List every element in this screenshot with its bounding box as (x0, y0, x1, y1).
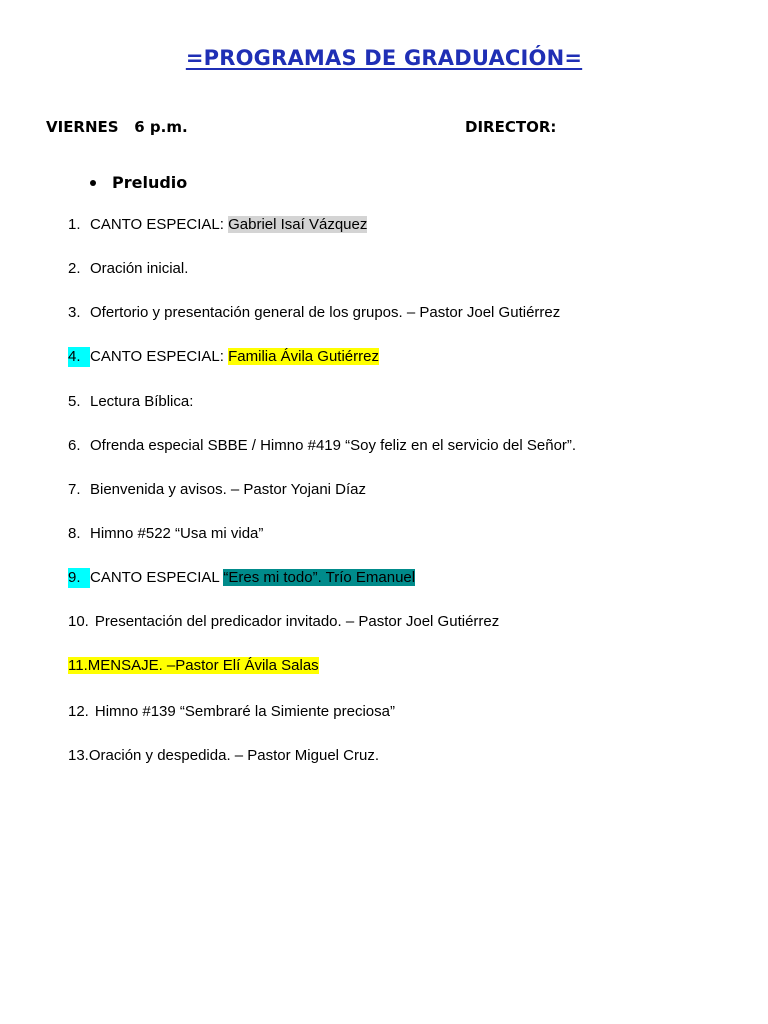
item-highlight: Familia Ávila Gutiérrez (228, 348, 379, 365)
program-item-1 (68, 215, 367, 235)
item-number: 1. (68, 216, 81, 233)
program-item-2 (68, 259, 188, 279)
program-item-5 (68, 392, 193, 412)
item-text: Himno #522 “Usa mi vida” (90, 525, 264, 542)
item-number: 5. (68, 393, 81, 410)
program-item-9 (68, 568, 415, 588)
item-number: 12. (68, 703, 89, 720)
item-text: Oración y despedida. – Pastor Miguel Cruz. (88, 747, 380, 764)
program-item-4 (68, 347, 379, 367)
item-number: 6. (68, 437, 81, 454)
item-number: 4. (68, 347, 90, 367)
program-item-3 (68, 303, 560, 323)
director-label: DIRECTOR: (465, 118, 557, 136)
item-text: Lectura Bíblica: (90, 393, 194, 410)
bullet-text: Preludio (112, 173, 188, 192)
item-highlight: Gabriel Isaí Vázquez (228, 216, 368, 233)
item-text: CANTO ESPECIAL: (90, 216, 229, 233)
item-text: Bienvenida y avisos. – Pastor Yojani Díaz (90, 481, 366, 498)
item-number: 13. (68, 747, 89, 764)
program-item-12 (68, 702, 395, 722)
item-text: Ofertorio y presentación general de los grupos. – Pastor Joel Gutiérrez (90, 304, 561, 321)
bullet-item (90, 173, 187, 192)
item-number: 2. (68, 260, 81, 277)
program-item-8 (68, 524, 263, 544)
item-text: MENSAJE. –Pastor Elí Ávila Salas (87, 657, 319, 674)
item-number: 7. (68, 481, 81, 498)
program-item-13 (68, 746, 379, 766)
bullet-dot-icon (90, 180, 96, 186)
day-time: VIERNES 6 p.m. (46, 118, 188, 136)
item-highlight-row (68, 657, 319, 674)
item-text: Himno #139 “Sembraré la Simiente preciosa” (94, 703, 395, 720)
item-number: 10. (68, 613, 89, 630)
item-number: 11. (68, 657, 88, 674)
program-item-10 (68, 612, 499, 632)
item-text: Oración inicial. (90, 260, 189, 277)
item-number: 9. (68, 568, 90, 588)
program-item-7 (68, 480, 366, 500)
item-number: 8. (68, 525, 81, 542)
item-highlight: “Eres mi todo”. Trío Emanuel (223, 569, 416, 586)
page-title: =PROGRAMAS DE GRADUACIÓN= (185, 46, 583, 70)
item-number: 3. (68, 304, 81, 321)
item-text: Presentación del predicador invitado. – Pastor Joel Gutiérrez (94, 613, 500, 630)
program-item-6 (68, 436, 576, 456)
item-text: CANTO ESPECIAL (90, 569, 224, 586)
item-text: Ofrenda especial SBBE / Himno #419 “Soy feliz en el servicio del Señor”. (90, 437, 577, 454)
item-text: CANTO ESPECIAL: (90, 348, 229, 365)
program-item-11 (68, 656, 319, 676)
